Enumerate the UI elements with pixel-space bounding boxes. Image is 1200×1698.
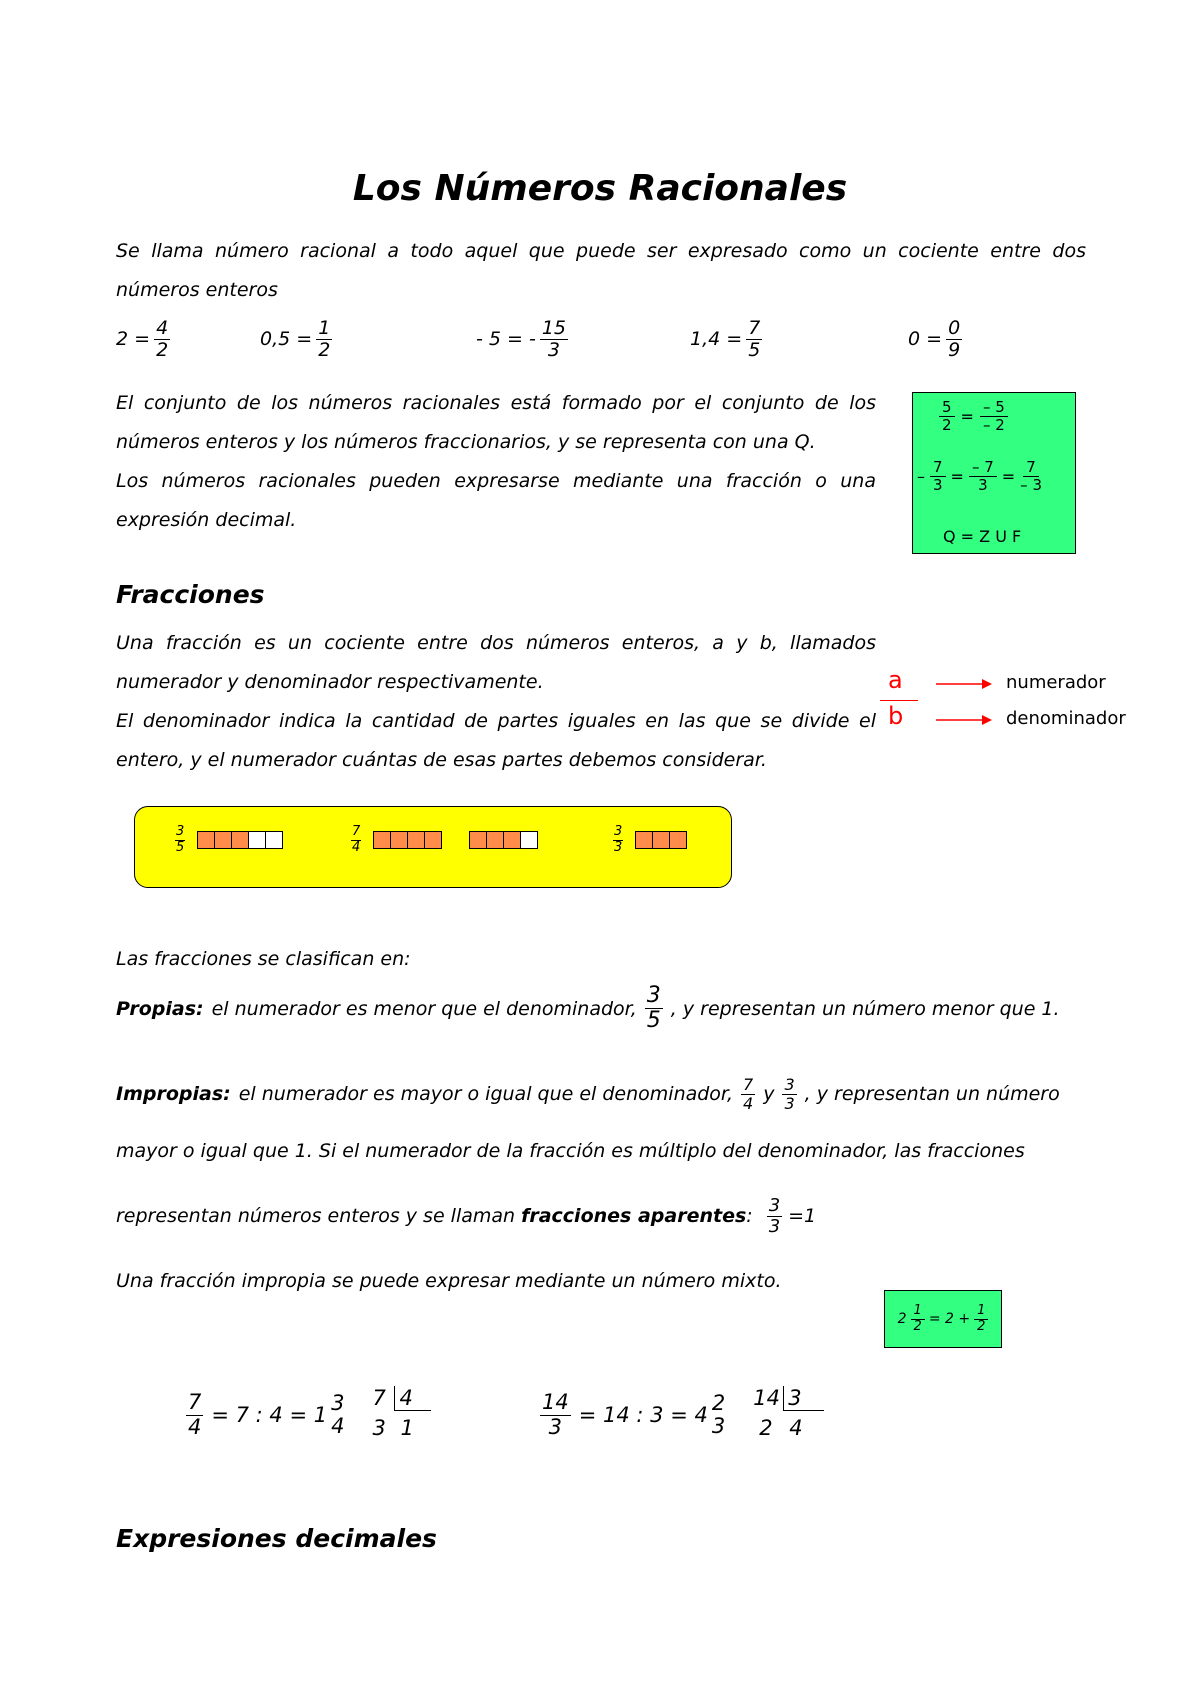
decimales-heading: Expresiones decimales bbox=[116, 1524, 437, 1553]
impropias-fraction-2: $\frac{3}{3}$ bbox=[784, 1075, 795, 1113]
example-1 bbox=[116, 318, 170, 361]
example-lhs: 0 = bbox=[908, 328, 943, 351]
example-lhs: 0,5 = bbox=[260, 328, 313, 351]
page-title: Los Números Racionales bbox=[352, 168, 848, 209]
example-fraction: $\frac{4}{2}$ bbox=[156, 317, 169, 361]
example-lhs: 1,4 = bbox=[690, 328, 743, 351]
fraccion-definition: Una fracción es un cociente entre dos números enteros, a y b, llamados numerador y denominador respectivamente. bbox=[116, 632, 876, 693]
arrows-icon bbox=[936, 672, 996, 732]
denominador-label: denominador bbox=[1006, 708, 1126, 729]
mixto-sentence: Una fracción impropia se puede expresar mediante un número mixto. bbox=[116, 1270, 782, 1292]
impropias-y: y bbox=[763, 1083, 775, 1106]
division-expression: = 7 : 4 = 1 bbox=[211, 1403, 328, 1427]
propias-fraction: $\frac{3}{5}$ bbox=[646, 983, 661, 1034]
rational-equivalence-box bbox=[912, 392, 1076, 554]
impropias-label: Impropias: bbox=[116, 1083, 231, 1106]
part-squares bbox=[197, 831, 282, 849]
mixed-fraction-2: $\frac{1}{2}$ bbox=[974, 1304, 988, 1334]
division-expression: = 14 : 3 = 4 bbox=[578, 1403, 708, 1427]
conjunto-paragraph: El conjunto de los números racionales está formado por el conjunto de los números enteros y los números fraccionarios, y se representa con una Q. bbox=[116, 392, 876, 453]
example-5 bbox=[908, 318, 962, 361]
denominador-explanation: El denominador indica la cantidad de partes iguales en las que se divide el entero, y el numerador cuántas de esas partes debemos considerar. bbox=[116, 710, 876, 771]
example-fraction: $\frac{15}{3}$ bbox=[541, 317, 567, 361]
improper-fraction: $\frac{14}{3}$ bbox=[542, 1390, 569, 1439]
impropias-line bbox=[116, 1076, 1096, 1112]
fraction-visual-7-4: $\frac{7}{4}$ bbox=[351, 825, 537, 856]
example-lhs: 2 = bbox=[116, 328, 151, 351]
improper-fraction: $\frac{7}{4}$ bbox=[188, 1390, 202, 1439]
fracciones-heading: Fracciones bbox=[116, 580, 265, 609]
long-division: 7 4 3 1 bbox=[372, 1386, 442, 1444]
mixed-number-box bbox=[884, 1290, 1002, 1348]
impropias-fraction-1: $\frac{7}{4}$ bbox=[743, 1075, 754, 1113]
impropias-line-2: mayor o igual que 1. Si el numerador de la fracción es múltiplo del denominador, las fracciones bbox=[116, 1140, 1025, 1162]
example-3 bbox=[476, 318, 568, 361]
division-example-2 bbox=[540, 1386, 843, 1444]
fraction-visual-3-5: $\frac{3}{5}$ bbox=[175, 825, 282, 856]
equivalence-row-2: – $\frac{7}{3}$ = $\frac{- 7}{3}$ = $\frac{7}{- 3}$ bbox=[917, 458, 1042, 494]
aparentes-text: representan números enteros y se llaman bbox=[116, 1205, 516, 1228]
intro-paragraph: Se llama número racional a todo aquel que puede ser expresado como un cociente entre dos números enteros bbox=[116, 240, 1086, 301]
mixed-fraction: 2 3 bbox=[711, 1390, 726, 1438]
aparentes-fraction: $\frac{3}{3}$ bbox=[768, 1195, 781, 1237]
aparentes-bold: fracciones aparentes bbox=[521, 1205, 747, 1228]
fraction-bar bbox=[880, 700, 918, 701]
example-fraction: $\frac{7}{5}$ bbox=[748, 317, 761, 361]
b-label: b bbox=[888, 702, 904, 730]
impropias-text-end: , y representan un número bbox=[804, 1083, 1060, 1106]
aparentes-line bbox=[116, 1196, 816, 1237]
fraction-visual-box bbox=[134, 806, 732, 888]
aparentes-colon: : bbox=[746, 1205, 753, 1228]
part-squares bbox=[469, 831, 537, 849]
mixed-fraction: 3 4 bbox=[331, 1390, 345, 1438]
mixed-whole: 2 bbox=[897, 1311, 907, 1327]
propias-label: Propias: bbox=[116, 997, 204, 1020]
mixed-fraction: $\frac{1}{2}$ bbox=[911, 1304, 925, 1334]
propias-text: el numerador es menor que el denominador, bbox=[211, 997, 637, 1020]
example-2 bbox=[260, 318, 332, 361]
numerator-denominator-diagram bbox=[880, 666, 1140, 746]
example-lhs: - 5 = - bbox=[476, 328, 536, 351]
part-squares bbox=[373, 831, 441, 849]
propias-text-end: , y representan un número menor que 1. bbox=[670, 997, 1060, 1020]
equivalence-row-1: $\frac{5}{2}$ = $\frac{- 5}{- 2}$ bbox=[939, 399, 1008, 433]
part-squares bbox=[635, 831, 686, 849]
example-4 bbox=[690, 318, 762, 361]
fraction-visual-3-3: $\frac{3}{3}$ bbox=[613, 825, 686, 856]
propias-line bbox=[116, 984, 1096, 1033]
long-division: 14 3 2 4 bbox=[753, 1386, 843, 1444]
aparentes-eq: =1 bbox=[788, 1205, 817, 1228]
numerador-label: numerador bbox=[1006, 672, 1106, 693]
a-label: a bbox=[888, 666, 903, 694]
division-example-1 bbox=[186, 1386, 442, 1444]
example-fraction: $\frac{1}{2}$ bbox=[318, 317, 331, 361]
mixed-eq: = 2 + bbox=[928, 1311, 971, 1327]
clasificacion-intro: Las fracciones se clasifican en: bbox=[116, 948, 411, 970]
expresion-paragraph: Los números racionales pueden expresarse mediante una fracción o una expresión decimal. bbox=[116, 470, 876, 531]
example-fraction: $\frac{0}{9}$ bbox=[948, 317, 961, 361]
set-formula: Q = Z U F bbox=[943, 527, 1022, 546]
impropias-text: el numerador es mayor o igual que el denominador, bbox=[238, 1083, 734, 1106]
